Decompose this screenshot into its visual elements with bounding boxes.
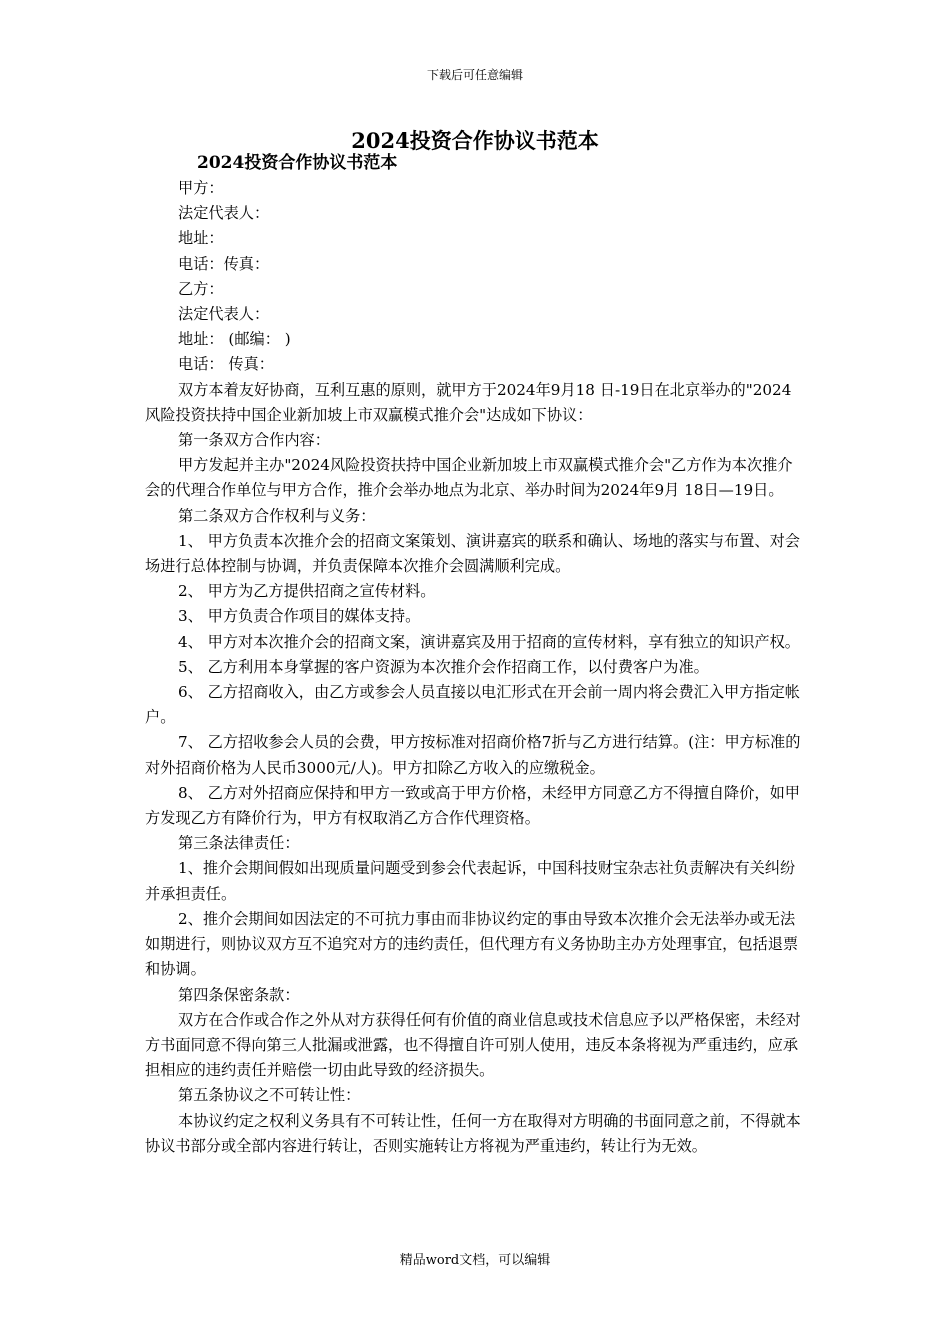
footer-note: 精品word文档，可以编辑 <box>399 1253 551 1268</box>
paragraph: 乙方： <box>178 279 224 298</box>
section-heading: 第五条协议之不可转让性： <box>178 1086 361 1105</box>
paragraph: 本协议约定之权利义务具有不可转让性，任何一方在取得对方明确的书面同意之前，不得就本协议书部分或全部内容进行转让，否则实施转让方将视为严重违约，转让行为无效。 <box>145 1111 801 1155</box>
paragraph: 6、 乙方招商收入，由乙方或参会人员直接以电汇形式在开会前一周内将会费汇入甲方指定帐户。 <box>145 683 800 727</box>
paragraph: 1、推介会期间假如出现质量问题受到参会代表起诉，中国科技财宝杂志社负责解决有关纠纷并承担责任。 <box>145 859 796 903</box>
section-heading: 第二条双方合作权利与义务： <box>178 506 376 525</box>
paragraph: 8、 乙方对外招商应保持和甲方一致或高于甲方价格，未经甲方同意乙方不得擅自降价，如甲方发现乙方有降价行为，甲方有权取消乙方合作代理资格。 <box>145 783 800 828</box>
document-title: 2024投资合作协议书范本 <box>351 128 599 153</box>
paragraph: 甲方发起并主办"2024风险投资扶持中国企业新加坡上市双赢模式推介会"乙方作为本次推介会的代理合作单位与甲方合作，推介会举办地点为北京、举办时间为2024年9月 18日—19日。 <box>145 456 793 500</box>
paragraph: 双方本着友好协商，互利互惠的原则，就甲方于2024年9月18 日-19日在北京举办的"2024风险投资扶持中国企业新加坡上市双赢模式推介会"达成如下协议： <box>145 380 792 424</box>
paragraph: 1、 甲方负责本次推介会的招商文案策划、演讲嘉宾的联系和确认、场地的落实与布置、对会场进行总体控制与协调，并负责保障本次推介会圆满顺利完成。 <box>145 531 800 576</box>
paragraph: 7、 乙方招收参会人员的会费，甲方按标准对招商价格7折与乙方进行结算。(注：甲方标准的对外招商价格为人民币3000元/人)。甲方扣除乙方收入的应缴税金。 <box>145 733 801 777</box>
header-note: 下载后可任意编辑 <box>426 68 523 82</box>
paragraph: 4、 甲方对本次推介会的招商文案，演讲嘉宾及用于招商的宣传材料，享有独立的知识产权。 <box>178 632 800 651</box>
document-subtitle: 2024投资合作协议书范本 <box>197 153 398 173</box>
paragraph: 2、 甲方为乙方提供招商之宣传材料。 <box>178 582 436 601</box>
document-body <box>145 150 805 1159</box>
paragraph: 电话：传真： <box>178 254 270 273</box>
section-heading: 第三条法律责任： <box>178 834 300 853</box>
section-heading: 第四条保密条款： <box>178 985 300 1004</box>
paragraph: 5、 乙方利用本身掌握的客户资源为本次推介会作招商工作，以付费客户为准。 <box>178 657 709 676</box>
paragraph: 2、推介会期间如因法定的不可抗力事由而非协议约定的事由导致本次推介会无法举办或无法如期进行，则协议双方互不追究对方的违约责任，但代理方有义务协助主办方处理事宜，包括退票和协调。 <box>145 909 799 979</box>
paragraph: 地址： (邮编： ) <box>178 330 291 349</box>
paragraph: 电话： 传真： <box>178 355 274 374</box>
paragraph: 法定代表人： <box>178 204 270 223</box>
paragraph: 甲方： <box>178 179 224 197</box>
paragraph: 地址： <box>178 229 224 248</box>
paragraph: 3、 甲方负责合作项目的媒体支持。 <box>178 607 421 626</box>
paragraph: 双方在合作或合作之外从对方获得任何有价值的商业信息或技术信息应予以严格保密，未经对方书面同意不得向第三人批漏或泄露，也不得擅自许可别人使用，违反本条将视为严重违约，应承担相应的违约责任并赔偿一切由此导致的经济损失。 <box>145 1010 801 1080</box>
paragraph: 法定代表人： <box>178 305 270 324</box>
section-heading: 第一条双方合作内容： <box>178 431 330 450</box>
